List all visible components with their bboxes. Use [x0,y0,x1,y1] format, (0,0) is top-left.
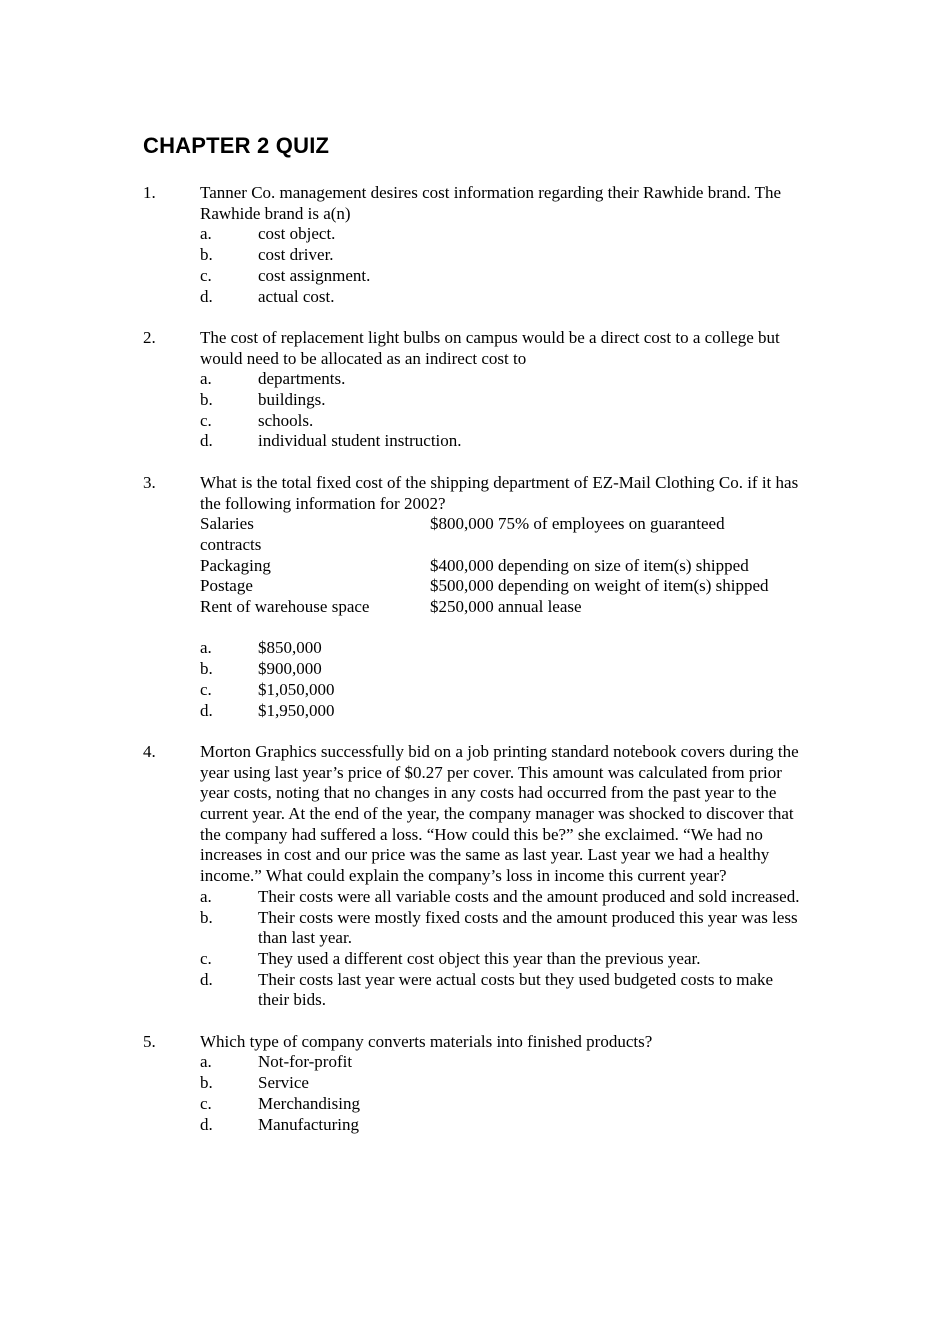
cost-label: Rent of warehouse space [200,597,370,617]
cost-label: Salaries [200,514,254,534]
option-text: cost object. [258,224,336,244]
option-list [143,638,803,721]
option-letter: c. [200,265,212,285]
option-item[interactable] [143,431,803,452]
option-text: departments. [258,369,346,389]
cost-value: $250,000 annual lease [430,597,582,617]
option-item[interactable] [143,266,803,287]
option-letter: b. [200,245,213,265]
option-text: actual cost. [258,286,335,306]
question-header [143,473,803,514]
cost-information-table [143,514,803,618]
question-item [143,1032,803,1136]
question-header [143,1032,803,1053]
option-letter: b. [200,659,213,679]
option-letter: d. [200,969,213,989]
question-header [143,328,803,369]
option-list [143,369,803,452]
question-item [143,183,803,307]
question-number: 3. [143,472,156,492]
option-letter: c. [200,679,212,699]
option-letter: b. [200,907,213,927]
option-text: individual student instruction. [258,431,462,451]
table-row [200,597,803,618]
question-text: Morton Graphics successfully bid on a job printing standard notebook covers during the year using last year’s price of $0.27 per cover. This amount was calculated from prior year costs, noting that no changes in any costs had occurred from the past year to the current year. At the end of the year, the company manager was shocked to discover that the company had suffered a loss. “How could this be?” she exclaimed. “We had no increases in cost and our price was the same as last year. Last year we had a healthy income.” What could explain the company’s loss in income this current year? [200,741,799,886]
option-letter: d. [200,700,213,720]
option-letter: d. [200,431,213,451]
question-item [143,473,803,721]
option-item[interactable] [143,1115,803,1136]
option-letter: b. [200,390,213,410]
option-list [143,1052,803,1135]
option-item[interactable] [143,390,803,411]
option-item[interactable] [143,1073,803,1094]
option-text: $900,000 [258,659,322,679]
question-text: The cost of replacement light bulbs on campus would be a direct cost to a college but would need to be allocated as an indirect cost to [200,327,780,368]
cost-value: $500,000 depending on weight of item(s) shipped [430,576,769,596]
option-text: Service [258,1073,309,1093]
option-text: Their costs last year were actual costs but they used budgeted costs to make their bids. [258,969,774,1010]
option-text: $850,000 [258,638,322,658]
option-letter: a. [200,1052,212,1072]
option-text: cost driver. [258,245,334,265]
option-item[interactable] [143,369,803,390]
table-row [200,514,803,555]
option-letter: a. [200,369,212,389]
option-text: $1,050,000 [258,679,335,699]
option-letter: c. [200,1093,212,1113]
option-item[interactable] [143,245,803,266]
option-item[interactable] [143,1094,803,1115]
option-text: Not-for-profit [258,1052,353,1072]
option-item[interactable] [143,1052,803,1073]
option-text: Manufacturing [258,1114,360,1134]
option-item[interactable] [143,680,803,701]
option-letter: d. [200,1114,213,1134]
question-number: 2. [143,327,156,347]
question-number: 1. [143,183,156,202]
cost-value-continuation: contracts [200,534,262,554]
option-letter: a. [200,886,212,906]
cost-value: $400,000 depending on size of item(s) shipped [430,555,749,575]
cost-label: Postage [200,576,253,596]
option-item[interactable] [143,659,803,680]
option-text: Their costs were all variable costs and the amount produced and sold increased. [258,886,800,906]
question-header [143,183,803,224]
question-number: 4. [143,741,156,761]
option-letter: c. [200,410,212,430]
option-item[interactable] [143,411,803,432]
cost-value: $800,000 75% of employees on guaranteed [430,514,725,534]
option-item[interactable] [143,224,803,245]
question-item [143,328,803,452]
table-options-spacer [143,618,803,639]
question-text: Which type of company converts materials into finished products? [200,1031,653,1051]
question-list [143,183,803,1156]
option-item[interactable] [143,949,803,970]
page-title: CHAPTER 2 QUIZ [143,132,330,158]
table-row [200,556,803,577]
question-text: What is the total fixed cost of the shipping department of EZ-Mail Clothing Co. if it has the following information for 2002? [200,472,799,513]
option-item[interactable] [143,287,803,308]
option-item[interactable] [143,887,803,908]
question-text: Tanner Co. management desires cost information regarding their Rawhide brand. The Rawhide brand is a(n) [200,183,782,223]
option-text: Their costs were mostly fixed costs and the amount produced this year was less than last year. [258,907,798,948]
option-list [143,887,803,1011]
option-text: schools. [258,410,314,430]
option-text: Merchandising [258,1093,360,1113]
option-item[interactable] [143,970,803,1011]
option-item[interactable] [143,638,803,659]
option-letter: c. [200,948,212,968]
option-letter: d. [200,286,213,306]
question-header [143,742,803,887]
option-text: They used a different cost object this year than the previous year. [258,948,701,968]
option-text: buildings. [258,390,326,410]
table-row [200,576,803,597]
option-text: cost assignment. [258,265,371,285]
option-text: $1,950,000 [258,700,335,720]
option-item[interactable] [143,908,803,949]
option-letter: b. [200,1073,213,1093]
option-item[interactable] [143,701,803,722]
cost-label: Packaging [200,555,271,575]
option-list [143,224,803,307]
question-item [143,742,803,1011]
question-number: 5. [143,1031,156,1051]
option-letter: a. [200,224,212,244]
option-letter: a. [200,638,212,658]
